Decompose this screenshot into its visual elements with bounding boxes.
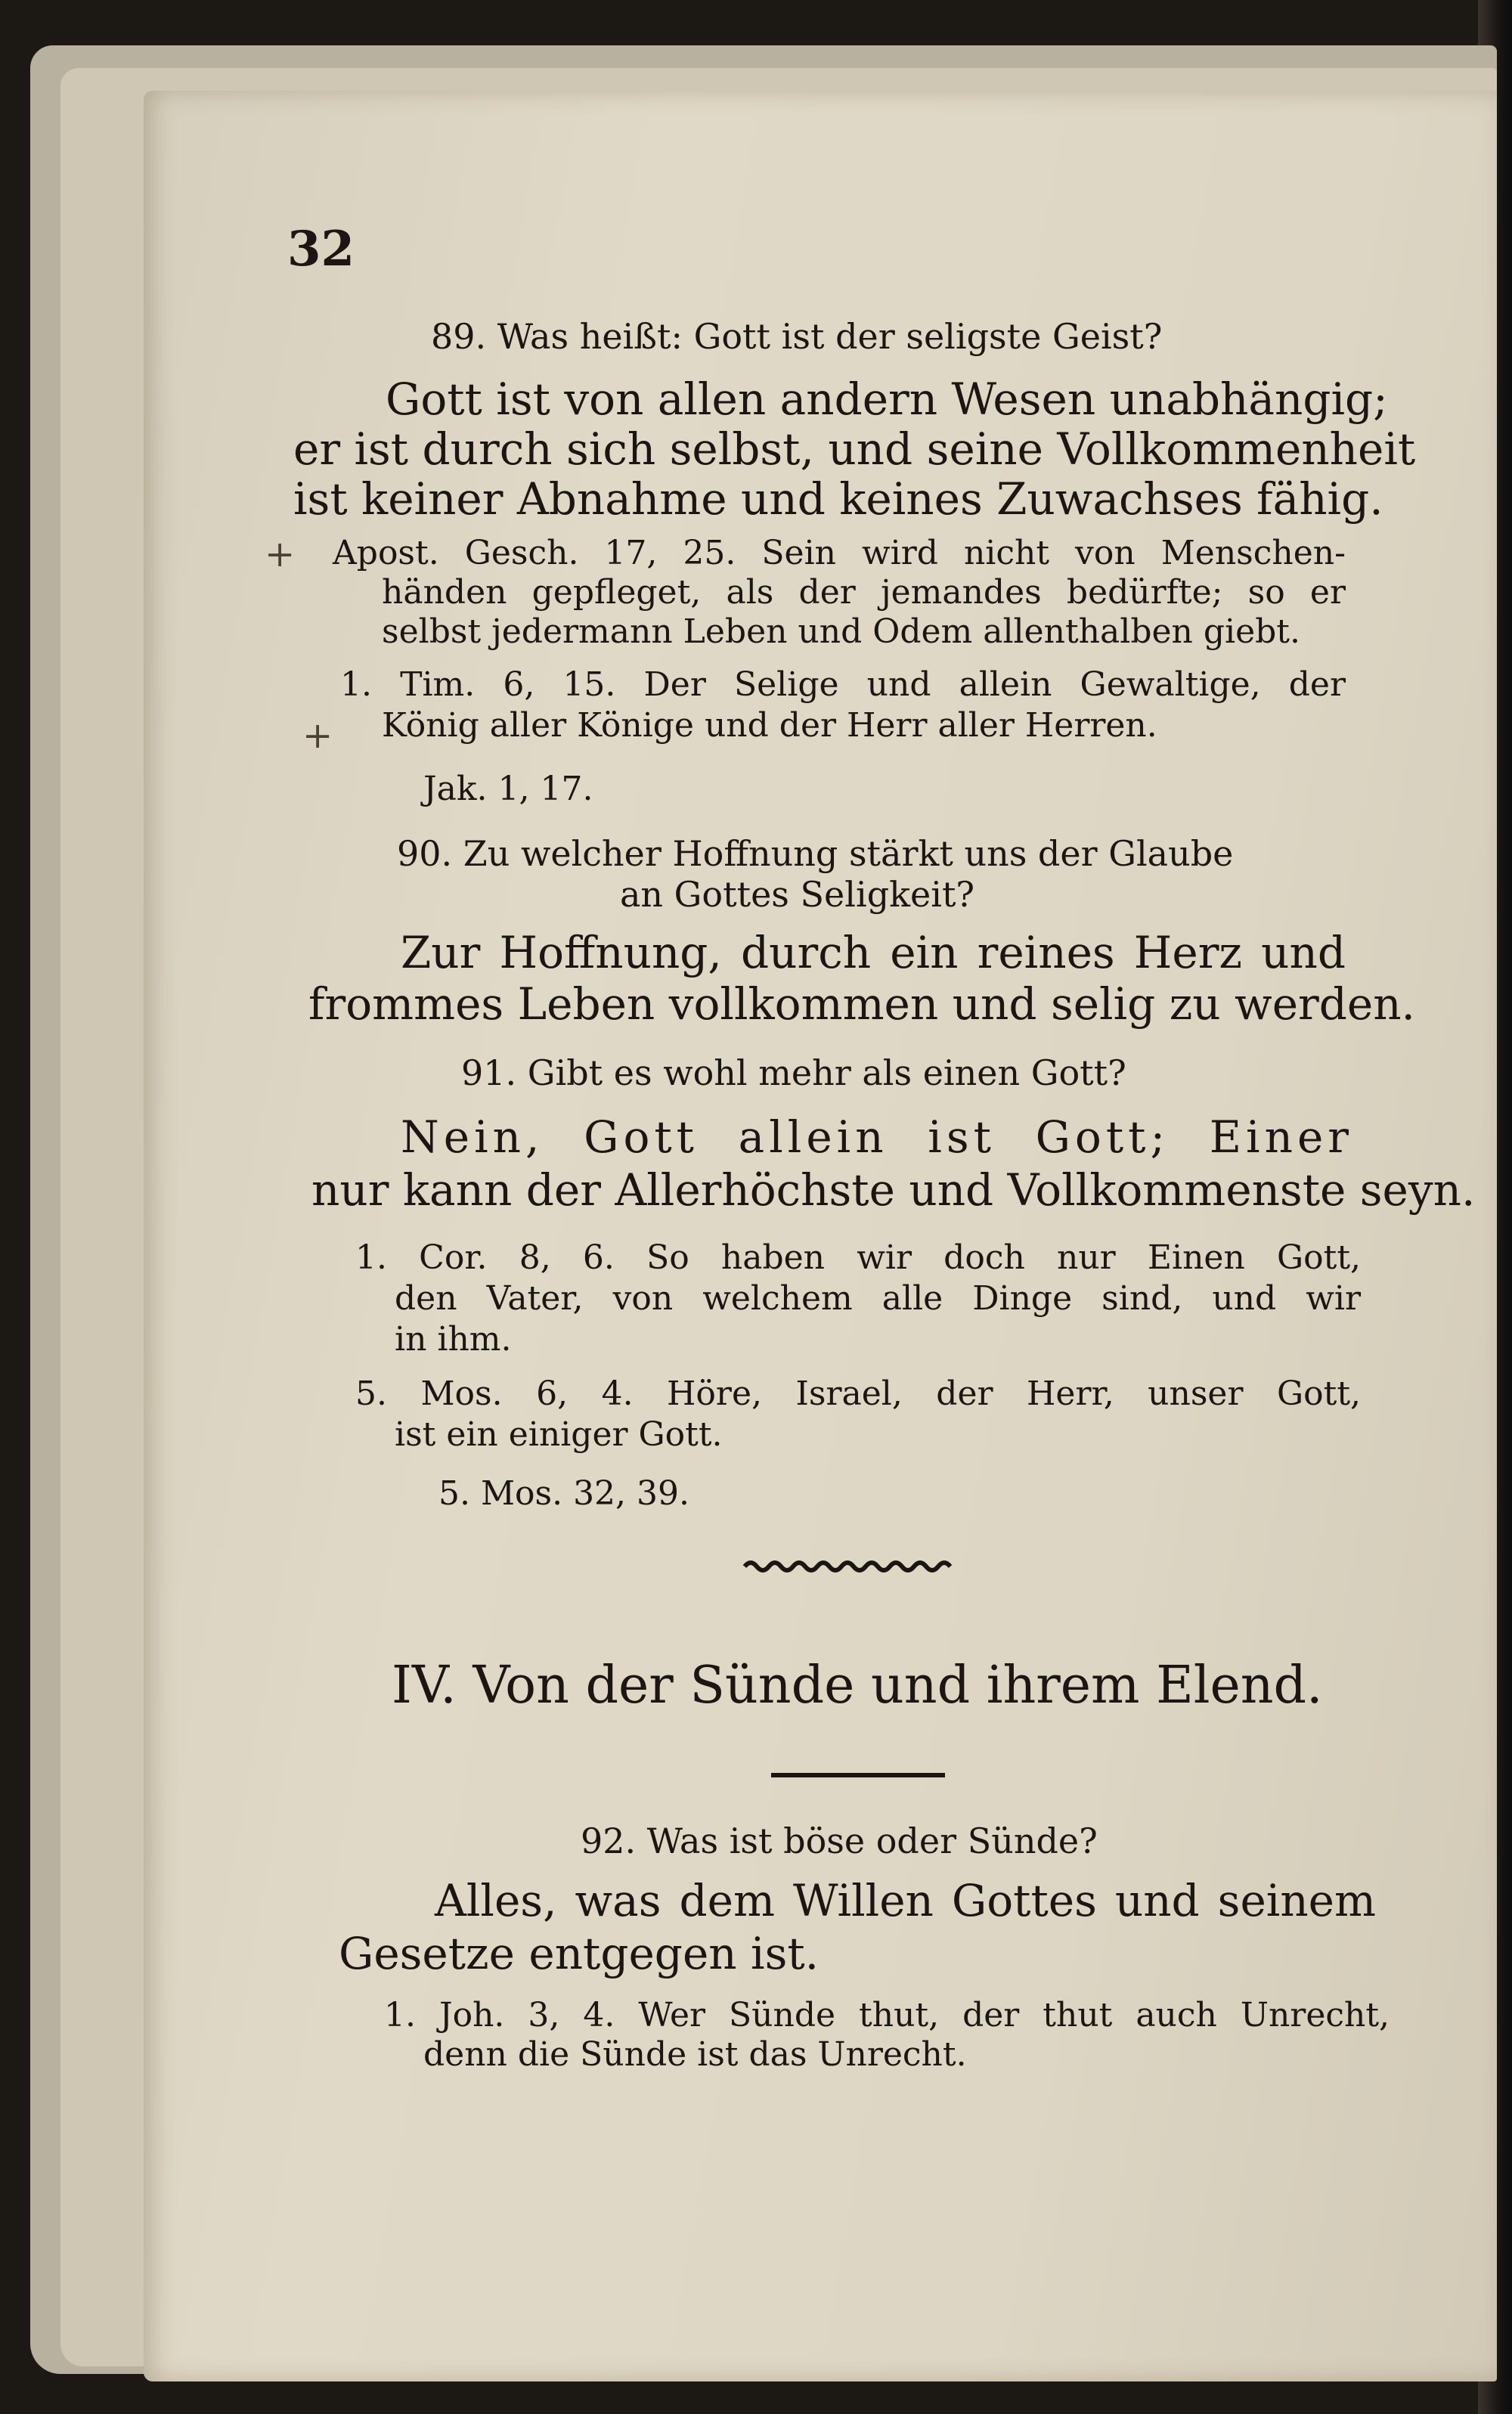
margin-mark: + [265, 533, 296, 575]
ref-91-line-6: 5. Mos. 32, 39. [438, 1474, 689, 1513]
margin-mark: + [302, 714, 333, 757]
question-91: 91. Gibt es wohl mehr als einen Gott? [461, 1052, 1126, 1093]
ref-91-line-2: den Vater, von welchem alle Dinge sind, und wir [395, 1279, 1361, 1318]
ref-92-line-1: 1. Joh. 3, 4. Wer Sünde thut, der thut auch Unrecht, [384, 1996, 1390, 2034]
answer-89-line-1: Gott ist von allen andern Wesen unabhängig; [386, 373, 1388, 425]
answer-90-line-2: frommes Leben vollkommen und selig zu werden. [308, 978, 1415, 1030]
answer-89-line-3: ist keiner Abnahme und keines Zuwachses fähig. [293, 473, 1383, 525]
answer-91-line-1: Nein, Gott allein ist Gott; Einer [401, 1111, 1353, 1163]
page-number: 32 [287, 221, 355, 277]
answer-91-line-2: nur kann der Allerhöchste und Vollkommenste seyn. [311, 1164, 1476, 1216]
ref-89-line-6: Jak. 1, 17. [423, 770, 593, 808]
ref-89-line-4: 1. Tim. 6, 15. Der Selige und allein Gewaltige, der [340, 665, 1346, 704]
ref-91-line-5: ist ein einiger Gott. [395, 1415, 723, 1454]
question-90-line-1: 90. Zu welcher Hoffnung stärkt uns der Glaube [397, 833, 1234, 874]
ref-91-line-1: 1. Cor. 8, 6. So haben wir doch nur Einen Gott, [355, 1238, 1361, 1277]
ornament-divider [741, 1557, 968, 1576]
ref-91-line-4: 5. Mos. 6, 4. Höre, Israel, der Herr, unser Gott, [355, 1374, 1361, 1413]
answer-89-line-2: er ist durch sich selbst, und seine Vollkommenheit [293, 423, 1416, 475]
ref-89-line-2: händen gepfleget, als der jemandes bedürfte; so er [382, 573, 1346, 612]
ref-89-line-3: selbst jedermann Leben und Odem allenthalben giebt. [382, 612, 1300, 651]
question-92: 92. Was ist böse oder Sünde? [581, 1821, 1098, 1861]
ref-92-line-2: denn die Sünde ist das Unrecht. [423, 2035, 967, 2074]
heading-rule [771, 1773, 945, 1777]
answer-92-line-1: Alles, was dem Willen Gottes und seinem [435, 1875, 1376, 1926]
section-heading: IV. Von der Sünde und ihrem Elend. [392, 1656, 1323, 1715]
ref-89-line-1: Apost. Gesch. 17, 25. Sein wird nicht von Menschen- [333, 534, 1346, 572]
question-90-line-2: an Gottes Seligkeit? [620, 874, 975, 915]
ref-91-line-3: in ihm. [395, 1320, 512, 1359]
question-89: 89. Was heißt: Gott ist der seligste Geist? [431, 316, 1163, 357]
answer-90-line-1: Zur Hoffnung, durch ein reines Herz und [401, 927, 1346, 978]
ref-89-line-5: König aller Könige und der Herr aller Herren. [382, 706, 1157, 745]
answer-92-line-2: Gesetze entgegen ist. [339, 1928, 820, 1979]
